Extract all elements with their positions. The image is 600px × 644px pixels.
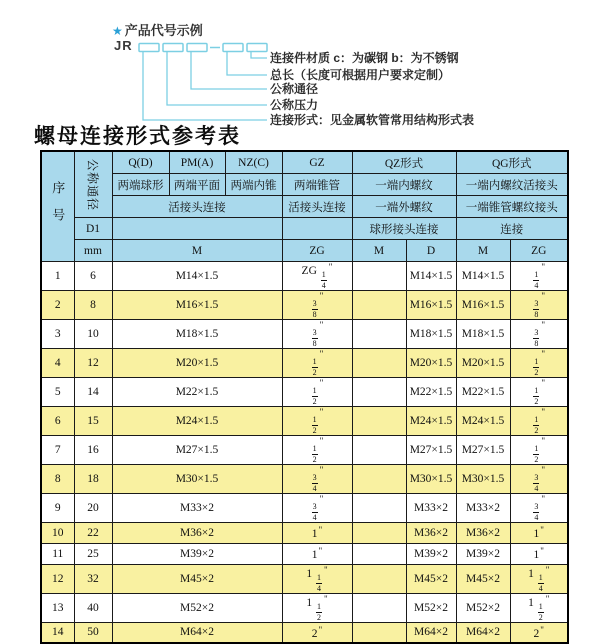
table-cell bbox=[510, 291, 568, 320]
table-cell: 25 bbox=[74, 543, 112, 564]
inch-mark: " bbox=[541, 494, 546, 504]
table-cell: 18 bbox=[74, 465, 112, 494]
table-header bbox=[41, 151, 568, 262]
header-cell: NZ(C) bbox=[225, 151, 282, 174]
table-cell: 1 $\frac{1}{4}$ " bbox=[282, 564, 352, 593]
fraction: $\frac{1}{2}$ bbox=[534, 415, 539, 435]
table-row bbox=[41, 593, 568, 622]
header-cell: 球形接头连接 bbox=[352, 218, 456, 240]
table-cell: 32 bbox=[74, 564, 112, 593]
table-cell bbox=[352, 320, 406, 349]
table-cell: M33×2 bbox=[112, 494, 282, 523]
table-cell: M36×2 bbox=[406, 523, 456, 544]
table-title: 螺母连接形式参考表 bbox=[34, 123, 241, 148]
inch-mark: " bbox=[541, 291, 546, 301]
table-cell bbox=[282, 465, 352, 494]
table-cell: M24×1.5 bbox=[456, 407, 510, 436]
table-cell: M30×1.5 bbox=[112, 465, 282, 494]
table-cell: 1 $\frac{1}{2}$ " bbox=[510, 593, 568, 622]
table-cell: 1" bbox=[510, 523, 568, 544]
diagram-heading-text: 产品代号示例 bbox=[124, 23, 203, 38]
fraction: $\frac{3}{4}$ bbox=[534, 473, 539, 493]
fraction: $\frac{1}{4}$ bbox=[316, 572, 321, 593]
table-cell: M22×1.5 bbox=[456, 378, 510, 407]
inch-mark: " bbox=[319, 465, 324, 475]
connector-line bbox=[167, 52, 267, 105]
inch-mark: " bbox=[319, 378, 324, 388]
table-cell bbox=[510, 320, 568, 349]
table-row bbox=[41, 622, 568, 643]
table-cell: M39×2 bbox=[406, 543, 456, 564]
table-cell: M22×1.5 bbox=[112, 378, 282, 407]
table-cell: M16×1.5 bbox=[456, 291, 510, 320]
table-cell: M18×1.5 bbox=[112, 320, 282, 349]
table-cell: 10 bbox=[74, 320, 112, 349]
header-cell: 两端锥管 bbox=[282, 174, 352, 196]
table-cell: M45×2 bbox=[112, 564, 282, 593]
table-cell bbox=[510, 262, 568, 291]
table-cell: M36×2 bbox=[112, 523, 282, 544]
header-cell: 一端锥管螺纹接头 bbox=[456, 196, 568, 218]
fraction: $\frac{3}{4}$ bbox=[312, 473, 317, 493]
table-row bbox=[41, 523, 568, 544]
table-cell bbox=[282, 436, 352, 465]
inch-mark: " bbox=[319, 436, 324, 446]
table-cell: M45×2 bbox=[456, 564, 510, 593]
inch-mark: " bbox=[545, 564, 550, 575]
fraction: $\frac{1}{4}$ bbox=[534, 270, 539, 290]
fraction: $\frac{1}{2}$ bbox=[312, 444, 317, 464]
header-d1: D1 bbox=[74, 218, 112, 240]
inch-mark: " bbox=[318, 624, 323, 635]
table-row bbox=[41, 465, 568, 494]
header-cell: M bbox=[112, 240, 282, 262]
table-cell bbox=[352, 465, 406, 494]
table-cell: 12 bbox=[74, 349, 112, 378]
table-cell bbox=[352, 494, 406, 523]
table-row bbox=[41, 349, 568, 378]
fraction: $\frac{3}{8}$ bbox=[312, 299, 317, 319]
inch-mark: " bbox=[328, 262, 333, 272]
table-cell: 2" bbox=[282, 622, 352, 643]
inch-mark: " bbox=[319, 349, 324, 359]
table-cell: M27×1.5 bbox=[406, 436, 456, 465]
nut-connection-table bbox=[40, 150, 569, 644]
inch-mark: " bbox=[541, 436, 546, 446]
inch-mark: " bbox=[318, 525, 323, 536]
table-cell bbox=[510, 378, 568, 407]
inch-mark: " bbox=[323, 564, 328, 575]
table-cell: 6 bbox=[41, 407, 74, 436]
table-cell: ZG $\frac{1}{4}$ " bbox=[282, 262, 352, 291]
fraction: $\frac{1}{4}$ bbox=[538, 572, 543, 593]
table-cell bbox=[352, 436, 406, 465]
fraction: $\frac{1}{4}$ bbox=[321, 270, 326, 290]
table-cell: M52×2 bbox=[112, 593, 282, 622]
table-cell bbox=[352, 407, 406, 436]
header-cell: QG形式 bbox=[456, 151, 568, 174]
table-cell: M20×1.5 bbox=[406, 349, 456, 378]
table-cell: 14 bbox=[41, 622, 74, 643]
table-cell: M14×1.5 bbox=[406, 262, 456, 291]
fraction: $\frac{1}{2}$ bbox=[534, 386, 539, 406]
table-body bbox=[41, 262, 568, 644]
table-cell: M64×2 bbox=[456, 622, 510, 643]
table-cell bbox=[352, 262, 406, 291]
header-cell: D bbox=[406, 240, 456, 262]
table-cell: M16×1.5 bbox=[406, 291, 456, 320]
inch-mark: " bbox=[545, 593, 550, 604]
table-cell: 2 bbox=[41, 291, 74, 320]
table-cell bbox=[282, 378, 352, 407]
label-nominal-pressure: 公称压力 bbox=[270, 98, 319, 112]
table-cell: M39×2 bbox=[456, 543, 510, 564]
table-cell: M20×1.5 bbox=[112, 349, 282, 378]
table-cell: M14×1.5 bbox=[112, 262, 282, 291]
table-cell: 6 bbox=[74, 262, 112, 291]
header-cell: 两端球形 bbox=[112, 174, 169, 196]
connector-line bbox=[227, 52, 267, 75]
table-cell: M33×2 bbox=[406, 494, 456, 523]
table-cell: M52×2 bbox=[406, 593, 456, 622]
header-cell bbox=[282, 218, 352, 240]
fraction: $\frac{3}{4}$ bbox=[312, 502, 317, 522]
table-cell: 13 bbox=[41, 593, 74, 622]
inch-mark: " bbox=[541, 262, 546, 272]
table-cell: M45×2 bbox=[406, 564, 456, 593]
inch-mark: " bbox=[541, 407, 546, 417]
code-box bbox=[163, 44, 183, 52]
table-cell: M33×2 bbox=[456, 494, 510, 523]
connector-line bbox=[143, 52, 267, 120]
fraction: $\frac{1}{2}$ bbox=[534, 357, 539, 377]
table-cell: 4 bbox=[41, 349, 74, 378]
table-cell: 5 bbox=[41, 378, 74, 407]
label-material: 连接件材质 c：为碳钢 b：为不锈钢 bbox=[270, 51, 459, 65]
table-cell bbox=[352, 564, 406, 593]
table-cell: M20×1.5 bbox=[456, 349, 510, 378]
code-box bbox=[223, 44, 243, 52]
table-cell: M18×1.5 bbox=[406, 320, 456, 349]
table-cell: 8 bbox=[41, 465, 74, 494]
table-row bbox=[41, 378, 568, 407]
fraction: $\frac{3}{8}$ bbox=[534, 299, 539, 319]
table-cell bbox=[510, 494, 568, 523]
inch-mark: " bbox=[541, 320, 546, 330]
table-cell: M39×2 bbox=[112, 543, 282, 564]
table-cell bbox=[510, 407, 568, 436]
table-cell: M24×1.5 bbox=[406, 407, 456, 436]
table-cell: 3 bbox=[41, 320, 74, 349]
table-cell bbox=[282, 494, 352, 523]
header-cell: 一端外螺纹 bbox=[352, 196, 456, 218]
table-cell: M30×1.5 bbox=[406, 465, 456, 494]
table-cell: M14×1.5 bbox=[456, 262, 510, 291]
inch-mark: " bbox=[540, 525, 544, 536]
header-cell: 活接头连接 bbox=[112, 196, 282, 218]
connector-line bbox=[251, 52, 267, 58]
inch-mark: " bbox=[540, 546, 544, 557]
table-cell: 9 bbox=[41, 494, 74, 523]
table-cell: M64×2 bbox=[406, 622, 456, 643]
table-cell: M22×1.5 bbox=[406, 378, 456, 407]
table-cell: M18×1.5 bbox=[456, 320, 510, 349]
table-cell: 1 $\frac{1}{4}$ " bbox=[510, 564, 568, 593]
table-cell: 1" bbox=[282, 523, 352, 544]
header-cell: ZG bbox=[282, 240, 352, 262]
table-cell: M52×2 bbox=[456, 593, 510, 622]
header-cell: M bbox=[456, 240, 510, 262]
table-cell: M24×1.5 bbox=[112, 407, 282, 436]
code-box bbox=[247, 44, 267, 52]
table-row bbox=[41, 262, 568, 291]
table-cell: M27×1.5 bbox=[456, 436, 510, 465]
table-row bbox=[41, 564, 568, 593]
fraction: $\frac{1}{2}$ bbox=[538, 601, 543, 622]
fraction: $\frac{1}{2}$ bbox=[312, 415, 317, 435]
inch-mark: " bbox=[319, 407, 324, 417]
fraction: $\frac{1}{2}$ bbox=[312, 357, 317, 377]
header-cell: ZG bbox=[510, 240, 568, 262]
table-row bbox=[41, 407, 568, 436]
inch-mark: " bbox=[319, 291, 324, 301]
table-cell: 14 bbox=[74, 378, 112, 407]
inch-mark: " bbox=[541, 378, 546, 388]
star-icon: ★ bbox=[112, 24, 123, 38]
table-cell: M64×2 bbox=[112, 622, 282, 643]
table-cell bbox=[352, 291, 406, 320]
header-cell: 两端平面 bbox=[169, 174, 225, 196]
table-cell bbox=[282, 407, 352, 436]
table-cell: M16×1.5 bbox=[112, 291, 282, 320]
header-cell: 连接 bbox=[456, 218, 568, 240]
table-cell: 1 bbox=[41, 262, 74, 291]
fraction: $\frac{1}{2}$ bbox=[316, 601, 321, 622]
inch-mark: " bbox=[540, 624, 544, 635]
header-mm: mm bbox=[74, 240, 112, 262]
header-cell: PM(A) bbox=[169, 151, 225, 174]
header-nominal-diameter: 公称通径 bbox=[74, 151, 112, 218]
fraction: $\frac{1}{2}$ bbox=[534, 444, 539, 464]
table-cell: 40 bbox=[74, 593, 112, 622]
header-cell bbox=[112, 218, 282, 240]
table-cell: 7 bbox=[41, 436, 74, 465]
table-cell bbox=[352, 523, 406, 544]
fraction: $\frac{3}{8}$ bbox=[534, 328, 539, 348]
inch-mark: " bbox=[319, 494, 324, 504]
table-cell bbox=[282, 320, 352, 349]
header-cell: 活接头连接 bbox=[282, 196, 352, 218]
table-cell bbox=[352, 378, 406, 407]
header-cell: QZ形式 bbox=[352, 151, 456, 174]
table-row bbox=[41, 291, 568, 320]
inch-mark: " bbox=[541, 465, 546, 475]
table-cell: 1 $\frac{1}{2}$ " bbox=[282, 593, 352, 622]
table-cell bbox=[510, 465, 568, 494]
table-cell: M27×1.5 bbox=[112, 436, 282, 465]
table-cell bbox=[352, 543, 406, 564]
label-connection-form: 连接形式：见金属软管常用结构形式表 bbox=[270, 113, 475, 127]
table-cell bbox=[510, 436, 568, 465]
inch-mark: " bbox=[318, 546, 323, 557]
table-cell: M30×1.5 bbox=[456, 465, 510, 494]
header-cell: GZ bbox=[282, 151, 352, 174]
header-cell: 一端内螺纹 bbox=[352, 174, 456, 196]
product-code-prefix: JR bbox=[114, 38, 133, 53]
table-cell: 10 bbox=[41, 523, 74, 544]
code-box bbox=[139, 44, 159, 52]
table-cell: 2" bbox=[510, 622, 568, 643]
header-cell: 一端内螺纹活接头 bbox=[456, 174, 568, 196]
table-cell: 1" bbox=[282, 543, 352, 564]
header-cell: Q(D) bbox=[112, 151, 169, 174]
table-cell: 1" bbox=[510, 543, 568, 564]
table-cell: 11 bbox=[41, 543, 74, 564]
table-cell: 8 bbox=[74, 291, 112, 320]
fraction: $\frac{3}{4}$ bbox=[534, 502, 539, 522]
table-cell: M36×2 bbox=[456, 523, 510, 544]
table-cell: 22 bbox=[74, 523, 112, 544]
label-total-length: 总长（长度可根据用户要求定制） bbox=[270, 68, 451, 82]
fraction: $\frac{1}{2}$ bbox=[312, 386, 317, 406]
inch-mark: " bbox=[323, 593, 328, 604]
table-cell: 50 bbox=[74, 622, 112, 643]
header-cell: 两端内锥 bbox=[225, 174, 282, 196]
table-row bbox=[41, 436, 568, 465]
table-row bbox=[41, 494, 568, 523]
table-cell bbox=[282, 349, 352, 378]
table-cell bbox=[510, 349, 568, 378]
table-cell bbox=[352, 622, 406, 643]
table-row bbox=[41, 320, 568, 349]
table-cell bbox=[352, 349, 406, 378]
table-cell: 12 bbox=[41, 564, 74, 593]
table-cell: 15 bbox=[74, 407, 112, 436]
fraction: $\frac{3}{8}$ bbox=[312, 328, 317, 348]
header-seq: 序号 bbox=[41, 151, 74, 262]
table-cell: 20 bbox=[74, 494, 112, 523]
table-row bbox=[41, 543, 568, 564]
inch-mark: " bbox=[319, 320, 324, 330]
table-cell bbox=[352, 593, 406, 622]
table-cell bbox=[282, 291, 352, 320]
inch-mark: " bbox=[541, 349, 546, 359]
header-cell: M bbox=[352, 240, 406, 262]
table-cell: 16 bbox=[74, 436, 112, 465]
label-nominal-diameter: 公称通径 bbox=[270, 82, 319, 96]
code-box bbox=[187, 44, 207, 52]
